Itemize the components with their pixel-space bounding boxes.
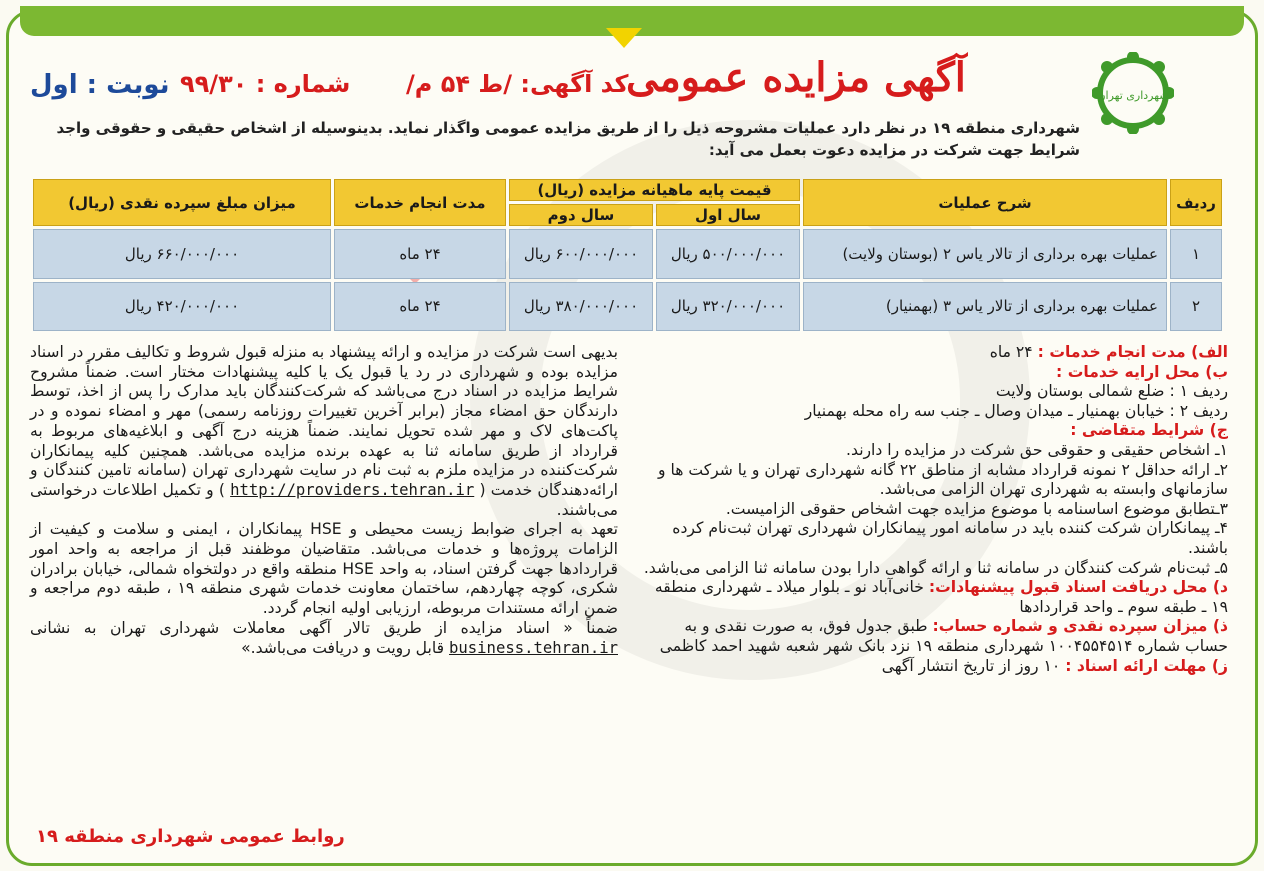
cell-row: ۲ (1170, 282, 1222, 332)
header-deposit: میزان مبلغ سپرده نقدی (ریال) (33, 179, 331, 226)
condition-5: ۵ـ ثبت‌نام شرکت کنندگان در سامانه ثنا و ارائه گواهی دارا بودن سامانه ثنا الزامی می‌باشد. (643, 558, 1228, 577)
ad-turn: نوبت : اول (30, 70, 170, 100)
header-year1: سال اول (656, 204, 800, 226)
cell-row: ۱ (1170, 229, 1222, 279)
applicant-conditions-label: ج) شرایط متقاضی : (1070, 421, 1228, 440)
conditions-column (640, 343, 1228, 676)
service-location-label: ب) محل ارایه خدمات : (1056, 362, 1228, 381)
location-row1: ردیف ۱ : ضلع شمالی بوستان ولایت (995, 382, 1228, 401)
cell-year1: ۳۲۰/۰۰۰/۰۰۰ ریال (656, 282, 800, 332)
deposit-label: ذ) میزان سپرده نقدی و شماره حساب: (932, 617, 1228, 636)
header-duration: مدت انجام خدمات (334, 179, 506, 226)
service-duration-label: الف) مدت انجام خدمات : (1037, 343, 1228, 361)
terms-column: بدیهی است شرکت در مزایده و ارائه پیشنهاد به منزله قبول شروط و تکالیف مقرر در اسناد مزایده بوده و شهرداری در رد یا قبول یک یا کلیه پیشنهادات مختار است. ضمناً مشروح شرایط مزایده در اسناد درج می‌باشد که شرکت‌کنندگان باید مدارک را پس از اخذ، توسط دارندگان حق امضاء مجاز (برابر آخرین تغییرات روزنامه رسمی) مهر و امضاء نموده و در پاکت‌های لاک و مهر شده تحویل نمایند. ضمناً هزینه درج آگهی و ابلاغیه‌های مربوط به قرارداد از طریق سامانه ثنا به عهده برنده مزایده می‌باشد. همچنین کلیه پیمانکاران شرکت‌کننده در مزایده ملزم به ثبت نام در سایت شهرداری تهران (سامانه تامین کنندگان و ارائه‌دهندگان خدمت ( http://providers.tehran.ir ) و تکمیل اطلاعات درخواستی می‌باشند. تعهد به اجرای ضوابط زیست محیطی و HSE پیمانکاران ، ایمنی و سلامت و کیفیت از الزامات پروژه‌ها و خدمات می‌باشد. متقاضیان موظفند قبل از مراجعه به واحد امور قراردادها جهت گرفتن اسناد، به واحد HSE منطقه واقع در دولتخواه شمالی، خیابان برادران شکری، کوچه چهاردهم، ساختمان معاونت خدمات شهری منطقه ۱۹ ، طبقه دوم مراجعه و ضمن ارائه مستندات مربوطه، ارزیابی اولیه انجام گردد. ضمناً « اسناد مزایده از طریق تالار آگهی معاملات شهرداری تهران به نشانی business.tehran.ir قابل رویت و دریافت می‌باشد.» (30, 343, 619, 657)
header-year2: سال دوم (509, 204, 653, 226)
ad-code: کد آگهی: /ط ۵۴ م/ (406, 70, 629, 98)
condition-3: ۳ـتطابق موضوع اساسنامه با موضوع مزایده جهت اشخاص حقوقی الزامیست. (725, 499, 1228, 518)
ad-title: آگهی مزایده عمومی (626, 54, 966, 101)
condition-1: ۱ـ اشخاص حقیقی و حقوقی حق شرکت در مزایده را دارند. (846, 440, 1228, 459)
location-row2: ردیف ۲ : خیابان بهمنیار ـ میدان وصال ـ جنب سه راه محله بهمنیار (804, 401, 1228, 420)
cell-duration: ۲۴ ماه (334, 229, 506, 279)
table-row (33, 229, 1222, 279)
terms-paragraph-1: بدیهی است شرکت در مزایده و ارائه پیشنهاد به منزله قبول شروط و تکالیف مقرر در اسناد مزایده بوده و شهرداری در رد یا قبول یک یا کلیه پیشنهادات مختار است. ضمناً مشروح شرایط مزایده در اسناد درج می‌باشد که شرکت‌کنندگان باید مدارک را پس از اخذ، توسط دارندگان حق امضاء مجاز (برابر آخرین تغییرات روزنامه رسمی) مهر و امضاء نموده و در پاکت‌های لاک و مهر شده تحویل نمایند. ضمناً هزینه درج آگهی و ابلاغیه‌های مربوط به قرارداد از طریق سامانه ثنا به عهده برنده مزایده می‌باشد. همچنین کلیه پیمانکاران شرکت‌کننده در مزایده ملزم به ثبت نام در سایت شهرداری تهران (سامانه تامین کنندگان و ارائه‌دهندگان خدمت (30, 343, 619, 499)
triangle-marker-icon (606, 28, 642, 48)
business-link[interactable]: business.tehran.ir (449, 638, 618, 657)
condition-4: ۴ـ پیمانکاران شرکت کننده باید در سامانه امور پیمانکاران شهرداری تهران ثبت‌نام کرده باشند. (672, 519, 1228, 557)
terms-paragraph-1-tail: ) و تکمیل اطلاعات درخواستی می‌باشند. (30, 480, 618, 519)
documents-place-label: د) محل دریافت اسناد قبول پیشنهادات: (928, 578, 1228, 597)
terms-paragraph-2: تعهد به اجرای ضوابط زیست محیطی و HSE پیمانکاران ، ایمنی و سلامت و کیفیت از الزامات پروژه‌ها و خدمات می‌باشد. متقاضیان موظفند قبل از مراجعه به واحد امور قراردادها جهت گرفتن اسناد، به واحد HSE منطقه واقع در دولتخواه شمالی، خیابان برادران شکری، کوچه چهاردهم، ساختمان معاونت خدمات شهری منطقه ۱۹ ، طبقه دوم مراجعه و ضمن ارائه مستندات مربوطه، ارزیابی اولیه انجام گردد. (30, 520, 619, 618)
ad-number: شماره : ۹۹/۳۰ (180, 70, 351, 98)
cell-year2: ۳۸۰/۰۰۰/۰۰۰ ریال (509, 282, 653, 332)
public-relations-signature: روابط عمومی شهرداری منطقه ۱۹ (36, 826, 345, 847)
svg-text:شهرداری تهران: شهرداری تهران (1097, 89, 1169, 102)
terms-paragraph-3: ضمناً « اسناد مزایده از طریق تالار آگهی معاملات شهرداری تهران به نشانی (30, 618, 618, 637)
terms-paragraph-3-tail: قابل رویت و دریافت می‌باشد.» (241, 638, 449, 657)
table-row (33, 282, 1222, 332)
cell-deposit: ۴۲۰/۰۰۰/۰۰۰ ریال (33, 282, 331, 332)
header-row: ردیف (1170, 179, 1222, 226)
providers-link[interactable]: http://providers.tehran.ir (230, 480, 475, 499)
cell-operation: عملیات بهره برداری از تالار یاس ۳ (بهمنیار) (803, 282, 1167, 332)
documents-place-value: خانی‌آباد نو ـ بلوار میلاد ـ شهرداری منطقه ۱۹ ـ طبقه سوم ـ واحد قراردادها (654, 578, 1228, 616)
header-base-price: قیمت پایه ماهیانه مزایده (ریال) (509, 179, 800, 201)
condition-2: ۲ـ ارائه حداقل ۲ نمونه قرارداد مشابه از مناطق ۲۲ گانه شهرداری تهران و یا شرکت ها و سازمانهای وابسته به شهرداری تهران الزامی می‌باشد. (658, 460, 1228, 499)
cell-year2: ۶۰۰/۰۰۰/۰۰۰ ریال (509, 229, 653, 279)
cell-duration: ۲۴ ماه (334, 282, 506, 332)
service-duration-value: ۲۴ ماه (989, 343, 1038, 361)
intro-text: شهرداری منطقه ۱۹ در نظر دارد عملیات مشروحه ذیل را از طریق مزایده عمومی واگذار نماید. بدینوسیله از اشخاص حقیقی و حقوقی واجد شرایط جهت شرکت در مزایده دعوت بعمل می آید: (56, 119, 1080, 159)
deadline-label: ز) مهلت ارائه اسناد : (1065, 656, 1228, 675)
header-operation: شرح عملیات (803, 179, 1167, 226)
cell-operation: عملیات بهره برداری از تالار یاس ۲ (بوستان ولایت) (803, 229, 1167, 279)
operations-table (30, 176, 1225, 334)
deadline-value: ۱۰ روز از تاریخ انتشار آگهی (881, 656, 1066, 675)
tehran-municipality-logo (1092, 52, 1174, 134)
deposit-value: طبق جدول فوق، به صورت نقدی و به حساب شماره ۱۰۰۴۵۵۴۵۱۴ شهرداری منطقه ۱۹ نزد بانک شهر شعبه شهید احمد کاظمی (659, 617, 1228, 655)
cell-year1: ۵۰۰/۰۰۰/۰۰۰ ریال (656, 229, 800, 279)
cell-deposit: ۶۶۰/۰۰۰/۰۰۰ ریال (33, 229, 331, 279)
